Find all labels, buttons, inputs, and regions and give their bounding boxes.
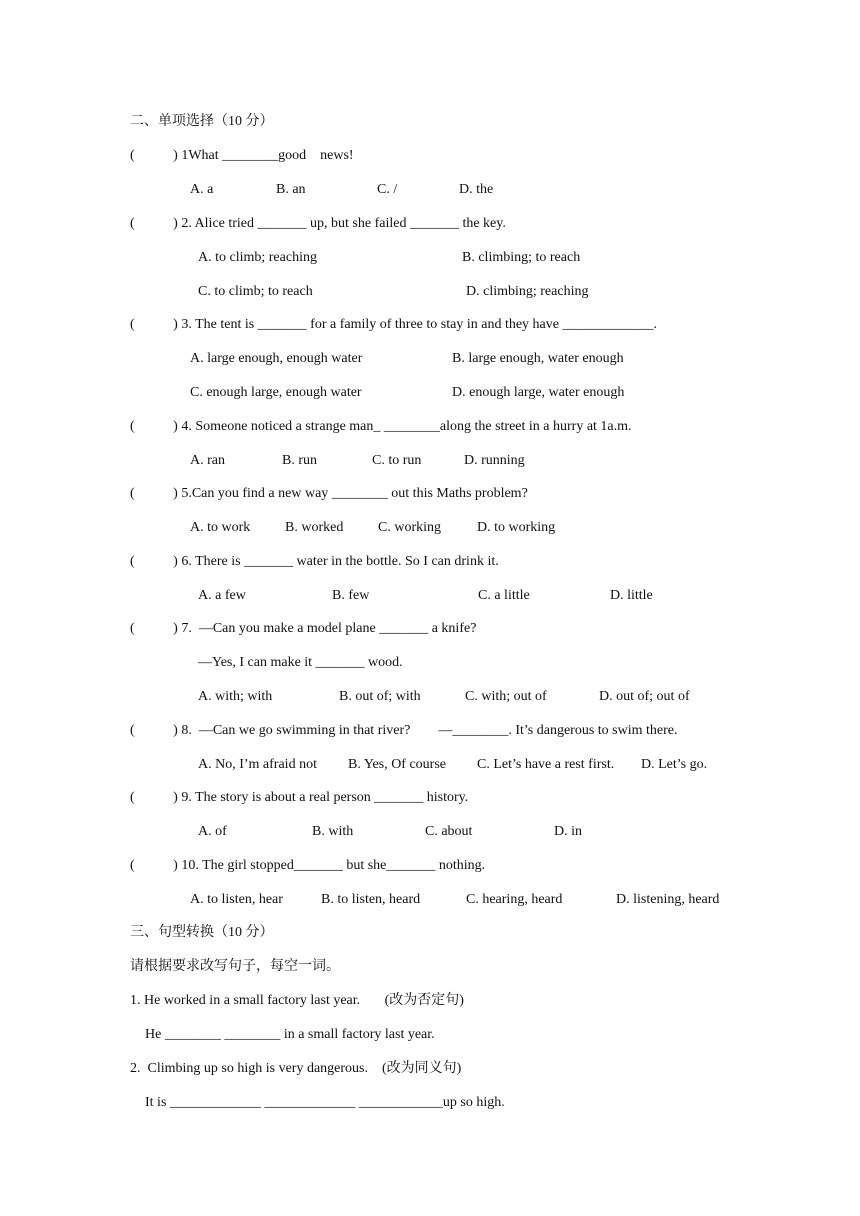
q8-option-d: D. Let’s go. <box>641 757 708 772</box>
question-6-stem: ( ) 6. There is _______ water in the bottle. So I can drink it. <box>130 554 499 569</box>
q8-option-a: A. No, I’m afraid not <box>198 757 317 772</box>
section2-heading: 二、单项选择（10 分） <box>130 114 274 129</box>
transform-2-sentence: 2. Climbing up so high is very dangerous. (改为同义句) <box>130 1061 462 1076</box>
transform-2-blank: It is _____________ _____________ ____________up so high. <box>145 1095 505 1110</box>
q7-option-d: D. out of; out of <box>599 689 690 704</box>
question-10-stem: ( ) 10. The girl stopped_______ but she_______ nothing. <box>130 858 486 873</box>
q5-option-a: A. to work <box>190 520 251 535</box>
q5-option-c: C. working <box>378 520 441 535</box>
q4-option-c: C. to run <box>372 453 422 468</box>
q2-option-c: C. to climb; to reach <box>198 284 313 299</box>
question-5-stem: ( ) 5.Can you find a new way ________ out this Maths problem? <box>130 486 528 501</box>
q7-option-a: A. with; with <box>198 689 273 704</box>
q6-option-d: D. little <box>610 588 653 603</box>
section3-heading: 三、句型转换（10 分） <box>130 925 274 940</box>
q6-option-c: C. a little <box>478 588 530 603</box>
q1-option-a: A. a <box>190 182 214 197</box>
question-1-stem: ( ) 1What ________good news! <box>130 148 354 163</box>
q1-option-b: B. an <box>276 182 306 197</box>
transform-1-blank: He ________ ________ in a small factory last year. <box>145 1027 435 1042</box>
q5-option-d: D. to working <box>477 520 556 535</box>
q10-option-d: D. listening, heard <box>616 892 720 907</box>
q4-option-a: A. ran <box>190 453 225 468</box>
q10-option-c: C. hearing, heard <box>466 892 563 907</box>
question-2-stem: ( ) 2. Alice tried _______ up, but she failed _______ the key. <box>130 216 506 231</box>
q9-option-d: D. in <box>554 824 582 839</box>
q9-option-a: A. of <box>198 824 227 839</box>
q3-option-d: D. enough large, water enough <box>452 385 625 400</box>
q6-option-b: B. few <box>332 588 370 603</box>
q1-option-c: C. / <box>377 182 398 197</box>
question-7-reply: —Yes, I can make it _______ wood. <box>198 655 403 670</box>
q2-option-b: B. climbing; to reach <box>462 250 581 265</box>
q5-option-b: B. worked <box>285 520 344 535</box>
q2-option-a: A. to climb; reaching <box>198 250 317 265</box>
q4-option-d: D. running <box>464 453 525 468</box>
question-7-stem: ( ) 7. —Can you make a model plane _______ a knife? <box>130 621 477 636</box>
question-9-stem: ( ) 9. The story is about a real person _______ history. <box>130 790 469 805</box>
question-4-stem: ( ) 4. Someone noticed a strange man_ ________along the street in a hurry at 1a.m. <box>130 419 632 434</box>
q7-option-b: B. out of; with <box>339 689 421 704</box>
q10-option-b: B. to listen, heard <box>321 892 421 907</box>
transform-1-sentence: 1. He worked in a small factory last year. (改为否定句) <box>130 993 464 1008</box>
q6-option-a: A. a few <box>198 588 246 603</box>
q9-option-b: B. with <box>312 824 354 839</box>
q3-option-c: C. enough large, enough water <box>190 385 362 400</box>
q9-option-c: C. about <box>425 824 473 839</box>
q3-option-b: B. large enough, water enough <box>452 351 624 366</box>
section3-instruction: 请根据要求改写句子，每空一词。 <box>130 959 340 974</box>
q1-option-d: D. the <box>459 182 494 197</box>
q10-option-a: A. to listen, hear <box>190 892 283 907</box>
question-3-stem: ( ) 3. The tent is _______ for a family of three to stay in and they have _____________. <box>130 317 657 332</box>
q8-option-b: B. Yes, Of course <box>348 757 446 772</box>
q4-option-b: B. run <box>282 453 317 468</box>
q7-option-c: C. with; out of <box>465 689 547 704</box>
q2-option-d: D. climbing; reaching <box>466 284 589 299</box>
q3-option-a: A. large enough, enough water <box>190 351 363 366</box>
q8-option-c: C. Let’s have a rest first. <box>477 757 615 772</box>
question-8-stem: ( ) 8. —Can we go swimming in that river? —________. It’s dangerous to swim there. <box>130 723 678 738</box>
